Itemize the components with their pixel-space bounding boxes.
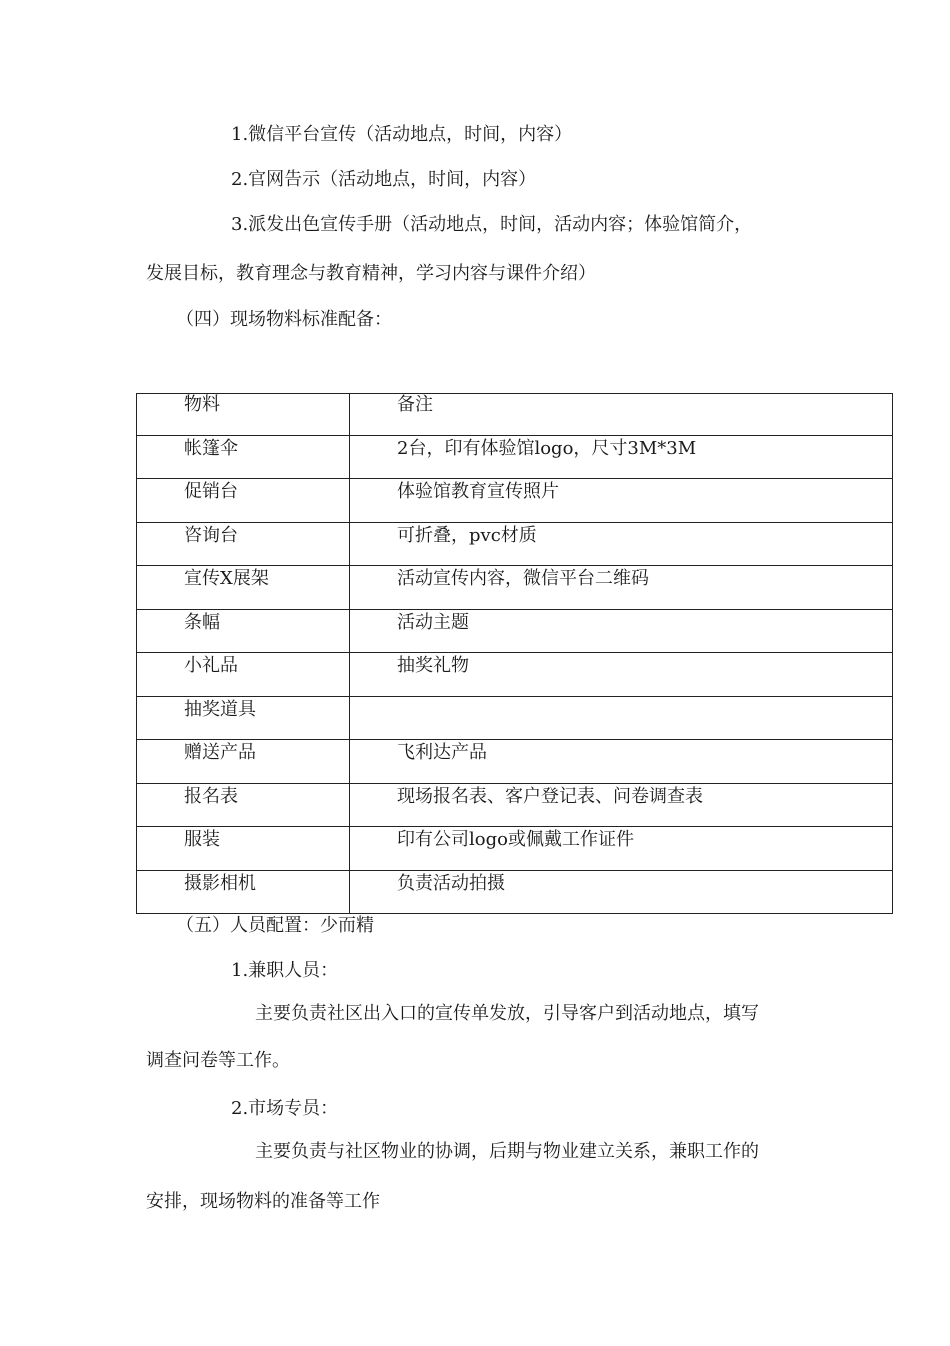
material-name-cell: 报名表 (137, 783, 350, 827)
staff-parttime-title: 1.兼职人员： (231, 960, 339, 981)
intro-item-wechat: 1.微信平台宣传（活动地点，时间，内容） (231, 124, 573, 145)
staff-marketing-desc: 主要负责与社区物业的协调，后期与物业建立关系，兼职工作的 (255, 1141, 759, 1162)
material-note-cell: 2台，印有体验馆logo，尺寸3M*3M (350, 435, 893, 479)
material-note-cell: 印有公司logo或佩戴工作证件 (350, 827, 893, 871)
material-note-cell: 飞利达产品 (350, 740, 893, 784)
staff-parttime-desc-continued: 调查问卷等工作。 (146, 1050, 290, 1071)
material-note-cell: 体验馆教育宣传照片 (350, 479, 893, 523)
material-note-cell: 负责活动拍摄 (350, 870, 893, 914)
material-note-cell: 抽奖礼物 (350, 653, 893, 697)
material-name-cell: 服装 (137, 827, 350, 871)
material-name-cell: 宣传X展架 (137, 566, 350, 610)
material-name-cell: 赠送产品 (137, 740, 350, 784)
section5-heading: （五）人员配置：少而精 (176, 915, 374, 936)
material-note-cell (350, 696, 893, 740)
material-name-cell: 摄影相机 (137, 870, 350, 914)
table-row (137, 696, 893, 740)
table-row (137, 566, 893, 610)
material-note-cell: 可折叠，pvc材质 (350, 522, 893, 566)
material-name-cell: 促销台 (137, 479, 350, 523)
intro-item-website: 2.官网告示（活动地点，时间，内容） (231, 169, 537, 190)
section4-heading: （四）现场物料标准配备： (176, 309, 392, 330)
material-name-cell: 抽奖道具 (137, 696, 350, 740)
material-note-cell: 现场报名表、客户登记表、问卷调查表 (350, 783, 893, 827)
table-header-material: 物料 (137, 394, 350, 436)
material-name-cell: 条幅 (137, 609, 350, 653)
material-name-cell: 帐篷伞 (137, 435, 350, 479)
table-row (137, 653, 893, 697)
table-row (137, 522, 893, 566)
table-row (137, 609, 893, 653)
table-header-notes: 备注 (350, 394, 893, 436)
staff-marketing-title: 2.市场专员： (231, 1098, 339, 1119)
material-name-cell: 咨询台 (137, 522, 350, 566)
intro-item-brochure-continued: 发展目标，教育理念与教育精神，学习内容与课件介绍） (146, 263, 596, 284)
table-row (137, 740, 893, 784)
table-row (137, 870, 893, 914)
staff-parttime-desc: 主要负责社区出入口的宣传单发放，引导客户到活动地点，填写 (255, 1003, 759, 1024)
table-row (137, 783, 893, 827)
intro-item-brochure: 3.派发出色宣传手册（活动地点，时间，活动内容；体验馆简介， (231, 214, 753, 235)
table-header-row (137, 394, 893, 436)
materials-table (136, 393, 893, 914)
table-row (137, 479, 893, 523)
material-name-cell: 小礼品 (137, 653, 350, 697)
table-row (137, 435, 893, 479)
table-row (137, 827, 893, 871)
material-note-cell: 活动主题 (350, 609, 893, 653)
material-note-cell: 活动宣传内容，微信平台二维码 (350, 566, 893, 610)
staff-marketing-desc-continued: 安排，现场物料的准备等工作 (146, 1191, 380, 1212)
